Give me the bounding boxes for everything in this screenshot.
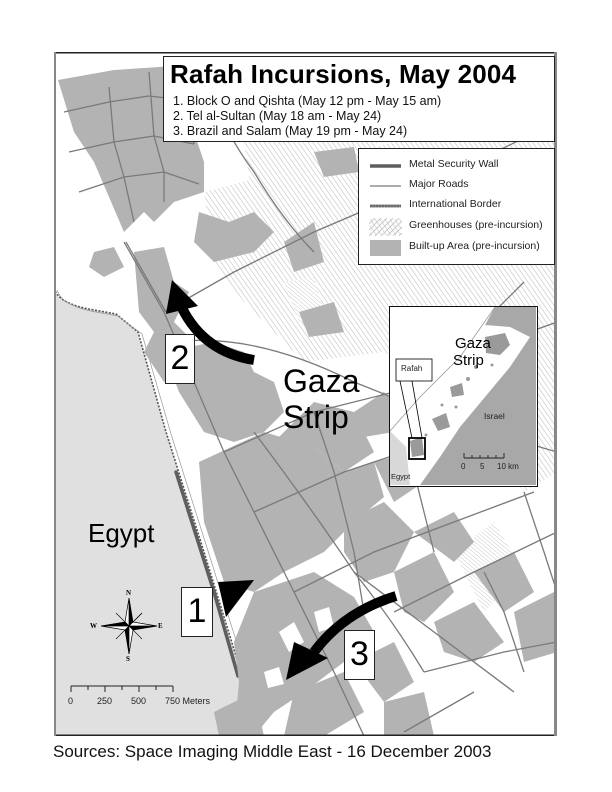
incursion-list-item-2: 2. Tel al-Sultan (May 18 am - May 24) — [173, 109, 382, 123]
legend-item-international-border: International Border — [369, 197, 554, 215]
sources-caption: Sources: Space Imaging Middle East - 16 December 2003 — [53, 742, 492, 761]
built-up-fill-symbol-icon — [369, 239, 402, 257]
inset-gaza-label-1: Gaza — [455, 335, 491, 352]
incursion-list-item-3: 3. Brazil and Salam (May 19 pm - May 24) — [173, 124, 408, 138]
inset-scale-tick-10: 10 km — [497, 462, 519, 471]
scale-tick-250: 250 — [97, 696, 113, 706]
map-legend — [358, 148, 555, 265]
greenhouse-hatch-symbol-icon — [369, 218, 402, 236]
security-wall-symbol-icon — [369, 157, 402, 175]
map-title-box — [163, 56, 555, 142]
major-road-symbol-icon — [369, 177, 402, 195]
compass-west-label: W — [90, 622, 97, 630]
inset-egypt-label: Egypt — [391, 472, 411, 481]
compass-rose-icon — [96, 590, 160, 662]
inset-locator-map — [389, 306, 538, 487]
compass-east-label: E — [158, 622, 163, 630]
incursion-marker-3: 3 — [344, 630, 375, 680]
legend-item-security-wall: Metal Security Wall — [369, 157, 554, 175]
inset-scale-tick-5: 5 — [480, 462, 485, 471]
compass-south-label: S — [126, 655, 130, 663]
incursion-marker-1: 1 — [181, 587, 213, 637]
compass-rose — [90, 589, 163, 663]
compass-north-label: N — [126, 589, 132, 597]
gaza-strip-label-line2: Strip — [283, 399, 349, 435]
incursion-marker-2: 2 — [165, 334, 195, 384]
inset-israel-label: Israel — [484, 411, 505, 421]
scale-bar-graphic — [70, 682, 180, 694]
inset-scale-tick-0: 0 — [461, 462, 466, 471]
legend-item-major-roads: Major Roads — [369, 177, 554, 195]
inset-gaza-label-2: Strip — [453, 352, 484, 369]
inset-rafah-label: Rafah — [401, 364, 423, 373]
gaza-strip-label-line1: Gaza — [283, 363, 360, 399]
map-title: Rafah Incursions, May 2004 — [170, 59, 517, 89]
scale-tick-500: 500 — [131, 696, 147, 706]
egypt-label: Egypt — [88, 518, 155, 548]
scale-tick-0: 0 — [68, 696, 74, 706]
legend-item-built-up: Built-up Area (pre-incursion) — [369, 239, 554, 257]
scale-tick-750-meters: 750 Meters — [165, 696, 211, 706]
border-symbol-icon — [369, 197, 402, 215]
legend-item-greenhouses: Greenhouses (pre-incursion) — [369, 218, 554, 236]
scale-bar — [70, 682, 240, 712]
inset-map-canvas — [390, 307, 536, 485]
incursion-list-item-1: 1. Block O and Qishta (May 12 pm - May 15 am) — [173, 94, 442, 108]
